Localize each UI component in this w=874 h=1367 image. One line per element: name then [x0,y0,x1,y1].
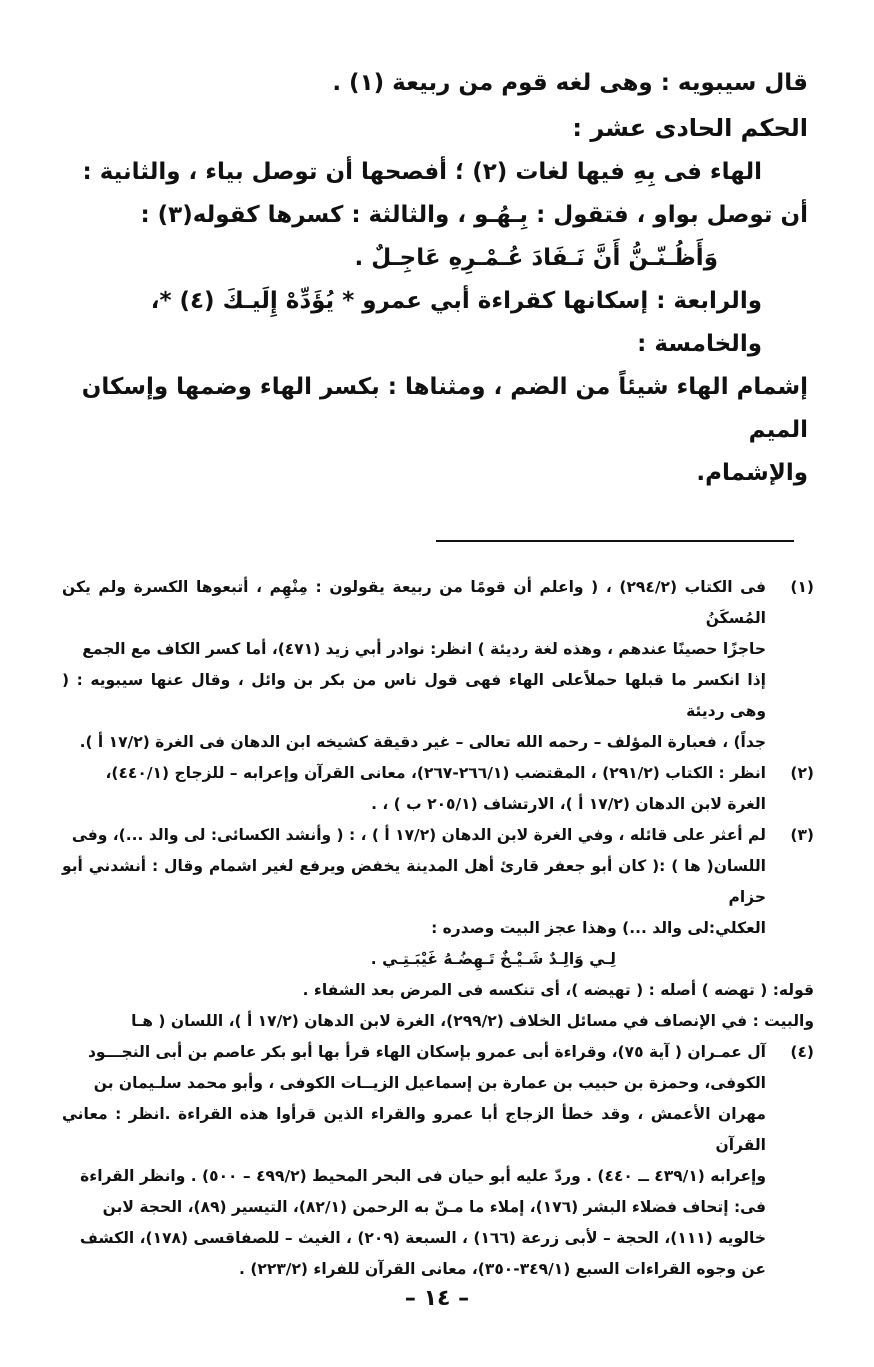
footnote-text [62,758,766,820]
footnote-line: الغرة لابن الدهان (١٧/٢ أ )، الارتشاف (٢٠٥/١ ب ) ، . [371,795,766,813]
paragraph-line: والرابعة : إسكانها كقراءة أبي عمرو * يُؤَدِّهْ إِلَيـكَ (٤) *، والخامسة : [150,288,762,357]
footnote-line: عن وجوه القراءات السبع (٣٤٩/١-٣٥٠)، معانى القرآن للفراء (٢٢٣/٢) . [239,1260,766,1278]
footnote-line: الكوفى، وحمزة بن حبيب بن عمارة بن إسماعيل الزيــات الكوفى ، وأبو محمد سلـيمان بن [93,1074,766,1092]
verse-line: وَأَظُـنّـنُّ أَنَّ نَـفَادَ عُـمْـرِهِ عَاجِـلٌ . [354,245,718,271]
footnote-number: (٤) [790,1043,814,1061]
footnote-1 [62,572,814,758]
footnote-line: جداً) ، فعبارة المؤلف – رحمه الله تعالى – غير دقيقة كشيخه ابن الدهان فى الغرة (١٧/٢ أ ). [79,733,766,751]
footnote-line: آل عمـران ( آية ٧٥)، وقراءة أبى عمرو بإسكان الهاء قرأ بها أبو بكر عاصم بن أبى النجـــود [87,1043,766,1061]
main-text [58,62,808,495]
footnote-text [62,820,814,1037]
footnote-line: فى الكتاب (٢٩٤/٢) ، ( واعلم أن قومًا من ربيعة يقولون : مِنْهِم ، أتبعوها الكسرة ولم يكن المُسكَنُ [62,578,766,627]
footnote-line: مهران الأعمش ، وقد خطأ الزجاج أبا عمرو والقراء الذين قرأوا هذه القراءة .انظر : معاني القرآن [62,1105,766,1154]
paragraph-sibawayh: قال سيبويه : وهى لغه قوم من ربيعة (١) . [332,70,808,96]
footnote-line: فى: إتحاف فضلاء البشر (١٧٦)، إملاء ما مـنّ به الرحمن (٨٢/١)، التيسير (٨٩)، الحجة لابن [102,1198,766,1216]
footnote-line: وإعرابه (٤٣٩/١ ــ ٤٤٠) . وردّ عليه أبو حيان فى البحر المحيط (٤٩٩/٢ – ٥٠٠) . وانظر القراءة [80,1167,766,1185]
footnote-line: خالويه (١١١)، الحجة – لأبى زرعة (١٦٦) ، السبعة (٢٠٩) ، الغيث – للصفاقسى (١٧٨)، الكشف [79,1229,766,1247]
footnote-number: (٢) [790,764,814,782]
footnote-3 [62,820,814,1037]
footnote-line: حاجزًا حصينًا عندهم ، وهذه لغة رديئة ) انظر: نوادر أبي زيد (٤٧١)، أما كسر الكاف مع الجمع [82,640,766,658]
footnote-number: (٣) [790,826,814,844]
footnote-2 [62,758,814,820]
paragraph-line: أن توصل بواو ، فتقول : بِـهُـو ، والثالثة : كسرها كقوله(٣) : [140,202,808,228]
footnote-line: والبيت : في الإنصاف في مسائل الخلاف (٢٩٩/٢)، الغرة لابن الدهان (١٧/٢ أ )، اللسان ( هـا [131,1012,814,1030]
footnote-line: إذا انكسر ما قبلها حملاًعلى الهاء فهى قول ناس من بكر بن وائل ، وقال عنها سيبويه : ( وهى رديئة [62,671,766,720]
footnote-text [62,1037,766,1285]
footnote-separator [436,540,794,542]
footnote-number: (١) [790,578,814,596]
section-heading: الحكم الحادى عشر : [572,114,808,142]
footnote-line: العكلي:لى والد ...) وهذا عجز البيت وصدره : [431,919,766,937]
paragraph-line: إشمام الهاء شيئاً من الضم ، ومثناها : بكسر الهاء وضمها وإسكان الميم [81,374,808,443]
footnote-line: لم أعثر على قائله ، وفي الغرة لابن الدهان (١٧/٢ أ ) ، : ( وأنشد الكسائى: لى والد ...)، وفى [71,826,766,844]
paragraph-line: الهاء فى بِهِ فيها لغات (٢) ؛ أفصحها أن توصل بياء ، والثانية : [82,159,762,185]
footnote-text [62,572,766,758]
footnote-4 [62,1037,814,1285]
footnote-verse: لِـي وَالِـدٌ شَـيْـخٌ تَـهِضُـهُ غَيْبَـتِـي . [370,950,616,968]
paragraph-line: والإشمام. [696,460,808,486]
footnote-line: قوله: ( تهضه ) أصله : ( تهيضه )، أى تنكسه فى المرض بعد الشفاء . [302,981,814,999]
footnote-line: انظر : الكتاب (٢٩١/٢) ، المقتضب (٢٦٦/١-٢٦٧)، معانى القرآن وإعرابه – للزجاج (٤٤٠/١)، [105,764,766,782]
page-number: – ١٤ – [404,1286,470,1311]
footnotes [62,572,814,1285]
footnote-line: اللسان( ها ) :( كان أبو جعفر قارئ أهل المدينة يخفض ويرفع لغير اشمام وقال : أنشدني أبو حزام [62,857,766,906]
